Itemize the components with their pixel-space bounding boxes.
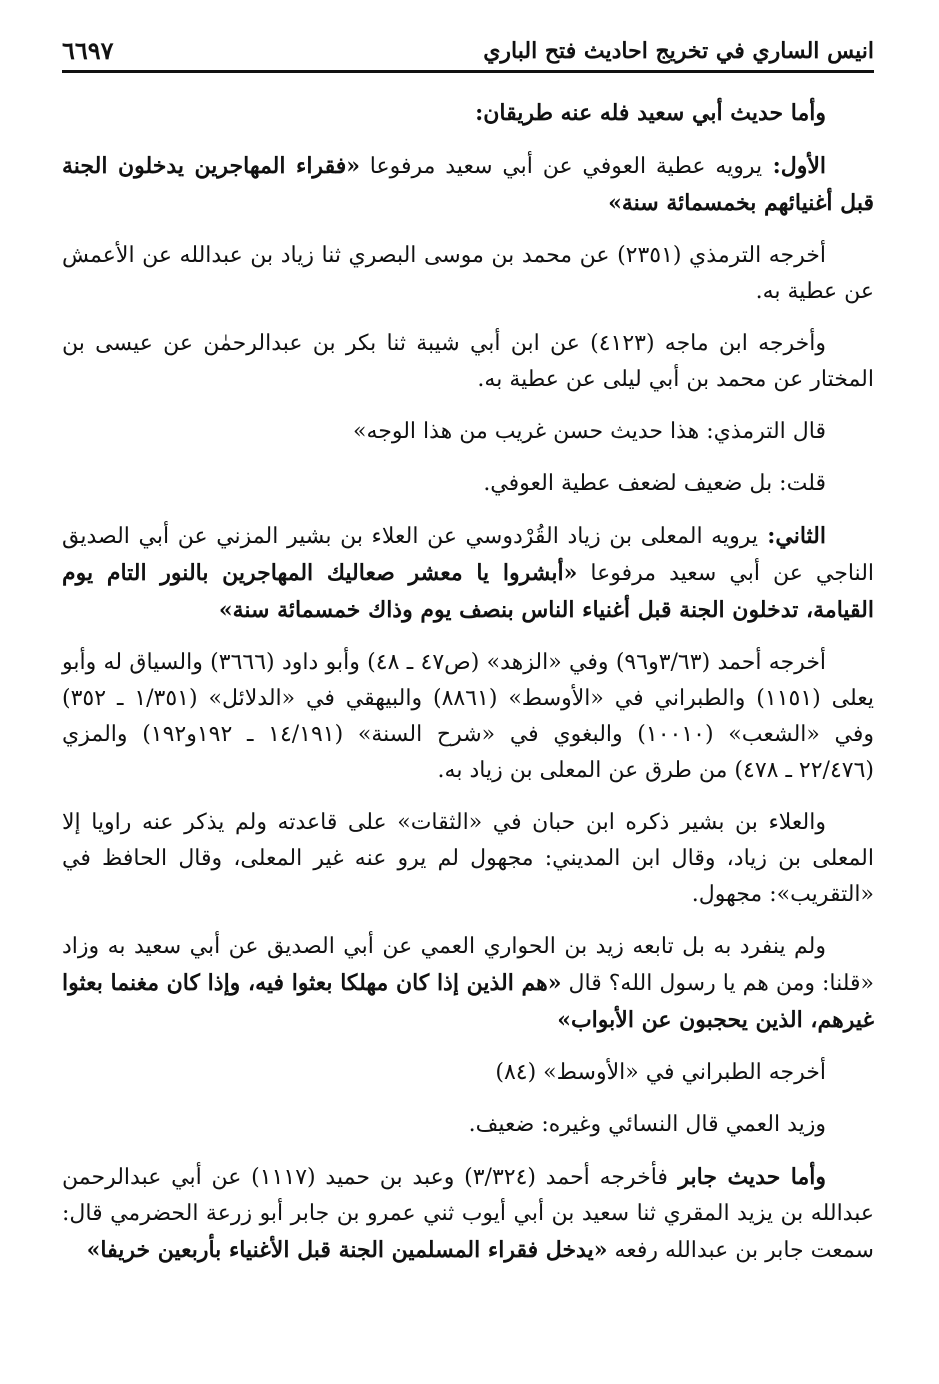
paragraph-jabir: [62, 1159, 874, 1269]
text-tabarani: أخرجه الطبراني في «الأوسط» (٨٤): [495, 1060, 826, 1085]
paragraph-tabarani: [62, 1055, 874, 1091]
text-second-route: يرويه المعلى بن زياد القُرْدوسي عن العلاء بن بشير المزني عن أبي الصديق الناجي عن أبي سعيد مرفوعا: [62, 524, 875, 586]
paragraph-zaid-follow-up: [62, 929, 874, 1039]
page-number: ٦٦٩٧: [62, 36, 114, 65]
hadith-quote-2: «أبشروا يا معشر صعاليك المهاجرين بالنور التام يوم القيامة، تدخلون الجنة قبل أغنياء الناس بنصف يوم وذاك خمسمائة سنة»: [62, 560, 874, 623]
paragraph-tirmidhi-takhrij: [62, 238, 874, 310]
text-first-route: يرويه عطية العوفي عن أبي سعيد مرفوعا: [359, 154, 763, 179]
hadith-quote-4: «يدخل فقراء المسلمين الجنة قبل الأغنياء بأربعين خريفا»: [86, 1237, 608, 1263]
text-zaid-follow-up: ولم ينفرد به بل تابعه زيد بن الحواري العمي عن أبي الصديق عن أبي سعيد به وزاد «قلنا: ومن هم يا رسول الله؟ قال: [62, 934, 874, 996]
paragraph-author-note: [62, 466, 874, 502]
heading-abu-said: وأما حديث أبي سعيد فله عنه طريقان:: [475, 100, 826, 126]
hadith-quote-3: «هم الذين إذا كان مهلكا بعثوا فيه، وإذا كان مغنما بعثوا غيرهم، الذين يحجبون عن الأبواب»: [62, 970, 874, 1033]
paragraph-zaid-grade: [62, 1107, 874, 1143]
page-header: [62, 34, 874, 68]
text-jabir: فأخرجه أحمد (٣/٣٢٤) وعبد بن حميد (١١١٧) عن أبي عبدالرحمن عبدالله بن يزيد المقري ثنا سعيد بن أبي أيوب ثني عمرو بن جابر أبو زرعة الحضرمي قال: سمعت جابر بن عبدالله رفعه: [62, 1165, 874, 1263]
paragraph-ibn-majah: [62, 326, 874, 398]
text-zaid-grade: وزيد العمي قال النسائي وغيره: ضعيف.: [468, 1112, 826, 1137]
text-ahmad-takhrij: أخرجه أحمد (٣/٦٣و٩٦) وفي «الزهد» (ص٤٧ ـ ٤٨) وأبو داود (٣٦٦٦) والسياق له وأبو يعلى (١١٥١) والطبراني في «الأوسط» (٨٨٦١) والبيهقي في «الدلائل» (١/٣٥١ ـ ٣٥٢) وفي «الشعب» (١٠٠١٠) والبغوي في «شرح السنة» (١٤/١٩١ ـ ١٩٢و١٩٢) والمزي (٢٢/٤٧٦ ـ ٤٧٨) من طرق عن المعلى بن زياد به.: [62, 650, 874, 783]
text-tirmidhi: أخرجه الترمذي (٢٣٥١) عن محمد بن موسى البصري ثنا زياد بن عبدالله عن الأعمش عن عطية به.: [62, 243, 874, 304]
heading-jabir: وأما حديث جابر: [667, 1164, 827, 1190]
running-title: انيس الساري في تخريج احاديث فتح الباري: [483, 38, 874, 64]
paragraph-first-route: [62, 148, 874, 222]
paragraph-alaa-narrator: [62, 805, 874, 913]
text-tirmidhi-grade: قال الترمذي: هذا حديث حسن غريب من هذا الوجه»: [352, 419, 826, 444]
header-rule: [62, 70, 874, 73]
book-page: [62, 34, 874, 1269]
label-first: الأول:: [762, 153, 827, 179]
text-author-note: قلت: بل ضعيف لضعف عطية العوفي.: [483, 471, 826, 496]
paragraph-second-route: [62, 518, 874, 629]
label-second: الثاني:: [757, 523, 827, 549]
paragraph-ahmad-takhrij: [62, 645, 874, 789]
paragraph-abu-said-intro: [62, 95, 874, 132]
text-alaa-narrator: والعلاء بن بشير ذكره ابن حبان في «الثقات» على قاعدته ولم يذكر عنه راويا إلا المعلى بن زياد، وقال ابن المديني: مجهول لم يرو عنه غير المعلى، وقال الحافظ في «التقريب»: مجهول.: [62, 810, 874, 907]
hadith-quote-1: «فقراء المهاجرين يدخلون الجنة قبل أغنيائهم بخمسمائة سنة»: [62, 153, 874, 216]
text-ibn-majah: وأخرجه ابن ماجه (٤١٢٣) عن ابن أبي شيبة ثنا بكر بن عبدالرحمٰن عن عيسى بن المختار عن محمد بن أبي ليلى عن عطية به.: [62, 331, 874, 392]
paragraph-tirmidhi-grade: [62, 414, 874, 450]
